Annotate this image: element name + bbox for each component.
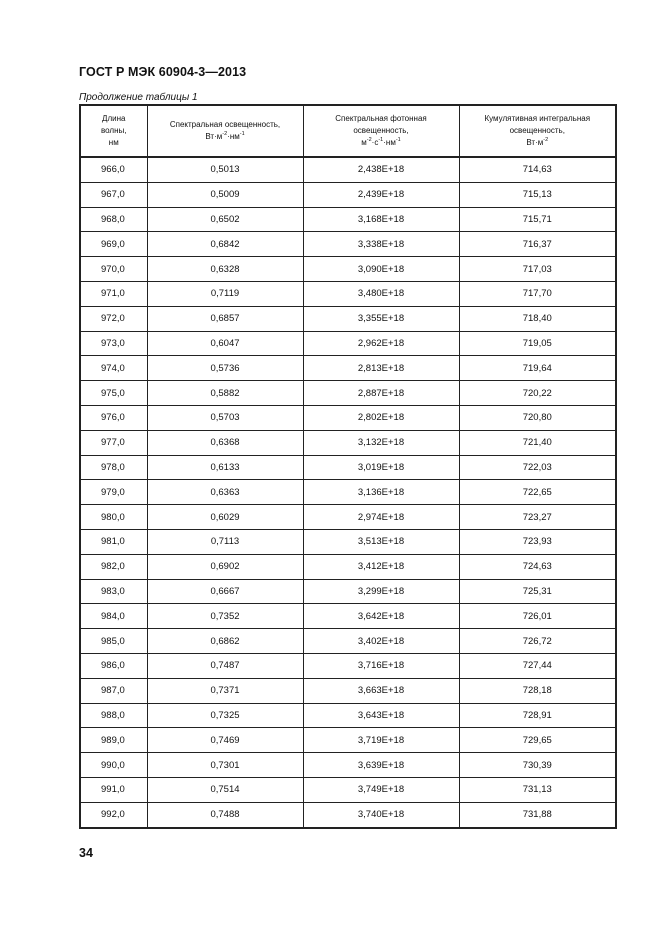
cell-spectral-irradiance: 0,6029 (147, 505, 303, 530)
cell-spectral-irradiance: 0,7325 (147, 703, 303, 728)
cell-spectral-irradiance: 0,5013 (147, 157, 303, 182)
cell-cumulative-irradiance: 725,31 (459, 579, 616, 604)
cell-photon-irradiance: 2,887E+18 (303, 381, 459, 406)
cell-spectral-irradiance: 0,5736 (147, 356, 303, 381)
cell-spectral-irradiance: 0,5882 (147, 381, 303, 406)
cell-spectral-irradiance: 0,7352 (147, 604, 303, 629)
cell-wavelength: 983,0 (80, 579, 147, 604)
cell-cumulative-irradiance: 726,72 (459, 629, 616, 654)
cell-spectral-irradiance: 0,6862 (147, 629, 303, 654)
cell-spectral-irradiance: 0,7487 (147, 653, 303, 678)
cell-photon-irradiance: 3,132E+18 (303, 430, 459, 455)
cell-cumulative-irradiance: 720,22 (459, 381, 616, 406)
cell-photon-irradiance: 3,749E+18 (303, 777, 459, 802)
cell-spectral-irradiance: 0,6842 (147, 232, 303, 257)
cell-wavelength: 975,0 (80, 381, 147, 406)
cell-spectral-irradiance: 0,5009 (147, 182, 303, 207)
cell-photon-irradiance: 2,439E+18 (303, 182, 459, 207)
cell-spectral-irradiance: 0,6047 (147, 331, 303, 356)
cell-spectral-irradiance: 0,7301 (147, 753, 303, 778)
cell-spectral-irradiance: 0,6328 (147, 257, 303, 282)
cell-wavelength: 978,0 (80, 455, 147, 480)
cell-cumulative-irradiance: 728,91 (459, 703, 616, 728)
table-row (80, 182, 616, 207)
cell-wavelength: 972,0 (80, 306, 147, 331)
cell-photon-irradiance: 3,639E+18 (303, 753, 459, 778)
data-table (79, 104, 617, 829)
cell-photon-irradiance: 3,168E+18 (303, 207, 459, 232)
cell-photon-irradiance: 2,813E+18 (303, 356, 459, 381)
cell-wavelength: 980,0 (80, 505, 147, 530)
header-wavelength: Длина волны, нм (80, 105, 147, 157)
table-row (80, 629, 616, 654)
cell-photon-irradiance: 3,412E+18 (303, 554, 459, 579)
cell-wavelength: 990,0 (80, 753, 147, 778)
cell-wavelength: 984,0 (80, 604, 147, 629)
cell-wavelength: 986,0 (80, 653, 147, 678)
table-row (80, 430, 616, 455)
cell-wavelength: 989,0 (80, 728, 147, 753)
cell-photon-irradiance: 3,643E+18 (303, 703, 459, 728)
table-row (80, 331, 616, 356)
cell-wavelength: 966,0 (80, 157, 147, 182)
cell-photon-irradiance: 2,802E+18 (303, 405, 459, 430)
cell-photon-irradiance: 3,136E+18 (303, 480, 459, 505)
table-header-row (80, 105, 616, 157)
table-row (80, 678, 616, 703)
cell-wavelength: 971,0 (80, 281, 147, 306)
cell-spectral-irradiance: 0,6363 (147, 480, 303, 505)
table-row (80, 579, 616, 604)
cell-spectral-irradiance: 0,6502 (147, 207, 303, 232)
header-spectral-photon-irradiance: Спектральная фотонная освещенность, $м^{-2}\cdot с^{-1}\cdot нм^{-1}$ (303, 105, 459, 157)
cell-wavelength: 987,0 (80, 678, 147, 703)
table-row (80, 728, 616, 753)
cell-cumulative-irradiance: 723,93 (459, 529, 616, 554)
table-row (80, 257, 616, 282)
cell-cumulative-irradiance: 724,63 (459, 554, 616, 579)
cell-cumulative-irradiance: 728,18 (459, 678, 616, 703)
cell-photon-irradiance: 2,974E+18 (303, 505, 459, 530)
cell-cumulative-irradiance: 714,63 (459, 157, 616, 182)
cell-cumulative-irradiance: 718,40 (459, 306, 616, 331)
page-number: 34 (79, 846, 93, 860)
cell-cumulative-irradiance: 726,01 (459, 604, 616, 629)
cell-spectral-irradiance: 0,7113 (147, 529, 303, 554)
cell-cumulative-irradiance: 717,70 (459, 281, 616, 306)
table-row (80, 480, 616, 505)
table-row (80, 604, 616, 629)
table-row (80, 207, 616, 232)
cell-spectral-irradiance: 0,6857 (147, 306, 303, 331)
cell-photon-irradiance: 2,962E+18 (303, 331, 459, 356)
cell-spectral-irradiance: 0,6133 (147, 455, 303, 480)
cell-cumulative-irradiance: 722,03 (459, 455, 616, 480)
cell-spectral-irradiance: 0,6902 (147, 554, 303, 579)
cell-photon-irradiance: 3,355E+18 (303, 306, 459, 331)
cell-spectral-irradiance: 0,7469 (147, 728, 303, 753)
cell-wavelength: 992,0 (80, 802, 147, 827)
cell-spectral-irradiance: 0,5703 (147, 405, 303, 430)
table-row (80, 653, 616, 678)
table-row (80, 703, 616, 728)
cell-wavelength: 973,0 (80, 331, 147, 356)
table-row (80, 356, 616, 381)
cell-photon-irradiance: 3,740E+18 (303, 802, 459, 827)
table-row (80, 554, 616, 579)
table-row (80, 306, 616, 331)
table-row (80, 777, 616, 802)
cell-cumulative-irradiance: 717,03 (459, 257, 616, 282)
cell-spectral-irradiance: 0,6667 (147, 579, 303, 604)
table-row (80, 281, 616, 306)
cell-cumulative-irradiance: 722,65 (459, 480, 616, 505)
table-row (80, 753, 616, 778)
cell-cumulative-irradiance: 723,27 (459, 505, 616, 530)
cell-photon-irradiance: 3,090E+18 (303, 257, 459, 282)
cell-cumulative-irradiance: 731,88 (459, 802, 616, 827)
cell-cumulative-irradiance: 716,37 (459, 232, 616, 257)
cell-wavelength: 967,0 (80, 182, 147, 207)
cell-wavelength: 982,0 (80, 554, 147, 579)
cell-wavelength: 991,0 (80, 777, 147, 802)
cell-spectral-irradiance: 0,7514 (147, 777, 303, 802)
cell-cumulative-irradiance: 727,44 (459, 653, 616, 678)
cell-wavelength: 977,0 (80, 430, 147, 455)
table-caption: Продолжение таблицы 1 (79, 92, 198, 103)
table-row (80, 381, 616, 406)
cell-wavelength: 970,0 (80, 257, 147, 282)
cell-cumulative-irradiance: 719,64 (459, 356, 616, 381)
cell-cumulative-irradiance: 729,65 (459, 728, 616, 753)
cell-wavelength: 969,0 (80, 232, 147, 257)
cell-photon-irradiance: 3,480E+18 (303, 281, 459, 306)
cell-photon-irradiance: 3,338E+18 (303, 232, 459, 257)
cell-cumulative-irradiance: 715,71 (459, 207, 616, 232)
header-cumulative-irradiance: Кумулятивная интегральная освещенность, $Вт\cdot м^{-2}$ (459, 105, 616, 157)
table-row (80, 529, 616, 554)
cell-cumulative-irradiance: 719,05 (459, 331, 616, 356)
cell-photon-irradiance: 3,299E+18 (303, 579, 459, 604)
table-row (80, 232, 616, 257)
cell-wavelength: 979,0 (80, 480, 147, 505)
cell-wavelength: 988,0 (80, 703, 147, 728)
cell-wavelength: 968,0 (80, 207, 147, 232)
cell-spectral-irradiance: 0,6368 (147, 430, 303, 455)
cell-spectral-irradiance: 0,7488 (147, 802, 303, 827)
table-row (80, 505, 616, 530)
cell-wavelength: 985,0 (80, 629, 147, 654)
table-body (80, 157, 616, 828)
cell-photon-irradiance: 3,716E+18 (303, 653, 459, 678)
cell-photon-irradiance: 2,438E+18 (303, 157, 459, 182)
cell-cumulative-irradiance: 715,13 (459, 182, 616, 207)
cell-wavelength: 974,0 (80, 356, 147, 381)
header-spectral-irradiance: Спектральная освещенность, $Вт\cdot м^{-2}\cdot нм^{-1}$ (147, 105, 303, 157)
cell-photon-irradiance: 3,019E+18 (303, 455, 459, 480)
cell-wavelength: 981,0 (80, 529, 147, 554)
cell-photon-irradiance: 3,513E+18 (303, 529, 459, 554)
table-row (80, 802, 616, 827)
cell-photon-irradiance: 3,663E+18 (303, 678, 459, 703)
cell-photon-irradiance: 3,719E+18 (303, 728, 459, 753)
cell-cumulative-irradiance: 721,40 (459, 430, 616, 455)
table-row (80, 455, 616, 480)
cell-photon-irradiance: 3,642E+18 (303, 604, 459, 629)
cell-cumulative-irradiance: 720,80 (459, 405, 616, 430)
document-title: ГОСТ Р МЭК 60904-3—2013 (79, 65, 247, 79)
cell-cumulative-irradiance: 730,39 (459, 753, 616, 778)
cell-spectral-irradiance: 0,7119 (147, 281, 303, 306)
cell-spectral-irradiance: 0,7371 (147, 678, 303, 703)
cell-wavelength: 976,0 (80, 405, 147, 430)
cell-photon-irradiance: 3,402E+18 (303, 629, 459, 654)
table-row (80, 157, 616, 182)
table-row (80, 405, 616, 430)
cell-cumulative-irradiance: 731,13 (459, 777, 616, 802)
